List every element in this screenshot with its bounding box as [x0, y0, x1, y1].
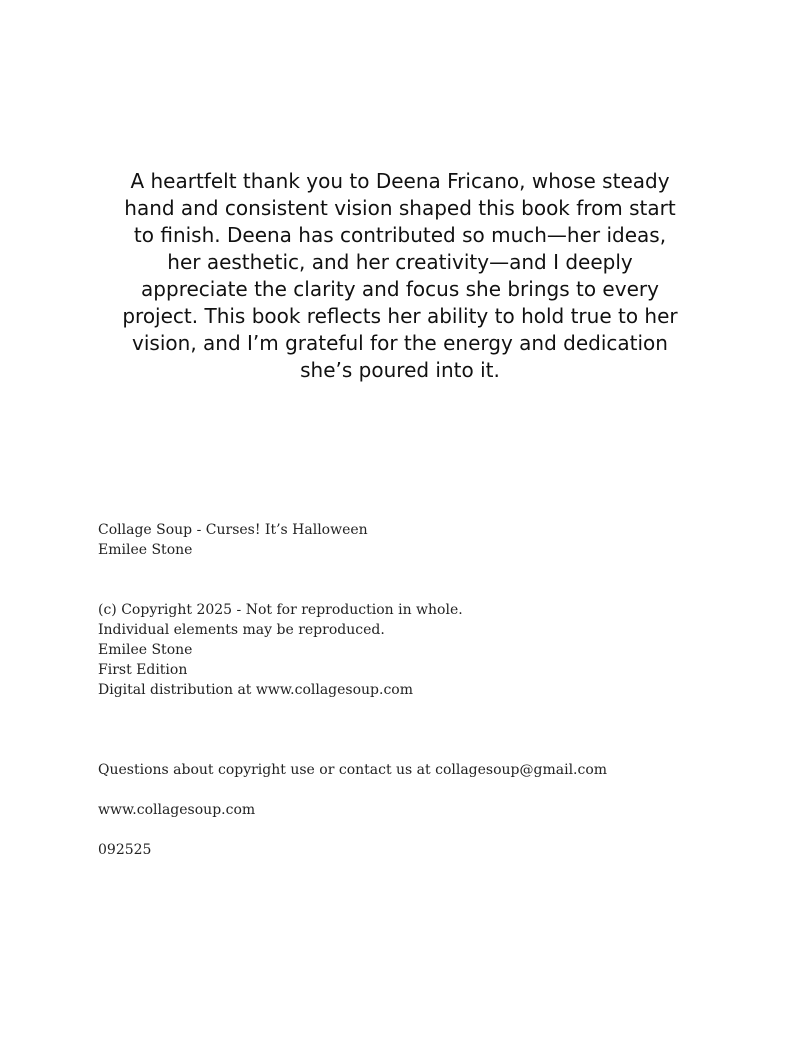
spacer — [98, 700, 718, 760]
spacer — [98, 560, 718, 600]
colophon — [98, 520, 718, 860]
dedication-paragraph: A heartfelt thank you to Deena Fricano, whose steady hand and consistent vision shaped this book from start to finish. Deena has contributed so much—her ideas, her aesthetic, and her creativity—and I deeply appreciate the clarity and focus she brings to every project. This book reflects her ability to hold true to her vision, and I’m grateful for the energy and dedication she’s poured into it. — [122, 169, 678, 382]
print-code: 092525 — [98, 842, 152, 858]
copyright-author: Emilee Stone — [98, 642, 193, 658]
spacer — [98, 820, 718, 840]
book-title-line: Collage Soup - Curses! It’s Halloween — [98, 522, 368, 538]
contact-line: Questions about copyright use or contact us at collagesoup@gmail.com — [98, 762, 608, 778]
distribution-line: Digital distribution at www.collagesoup.com — [98, 682, 414, 698]
spacer — [98, 780, 718, 800]
book-author: Emilee Stone — [98, 542, 193, 558]
website-line: www.collagesoup.com — [98, 802, 256, 818]
copyright-notice: (c) Copyright 2025 - Not for reproduction in whole. — [98, 602, 463, 618]
edition-label: First Edition — [98, 662, 188, 678]
reproduction-note: Individual elements may be reproduced. — [98, 622, 385, 638]
